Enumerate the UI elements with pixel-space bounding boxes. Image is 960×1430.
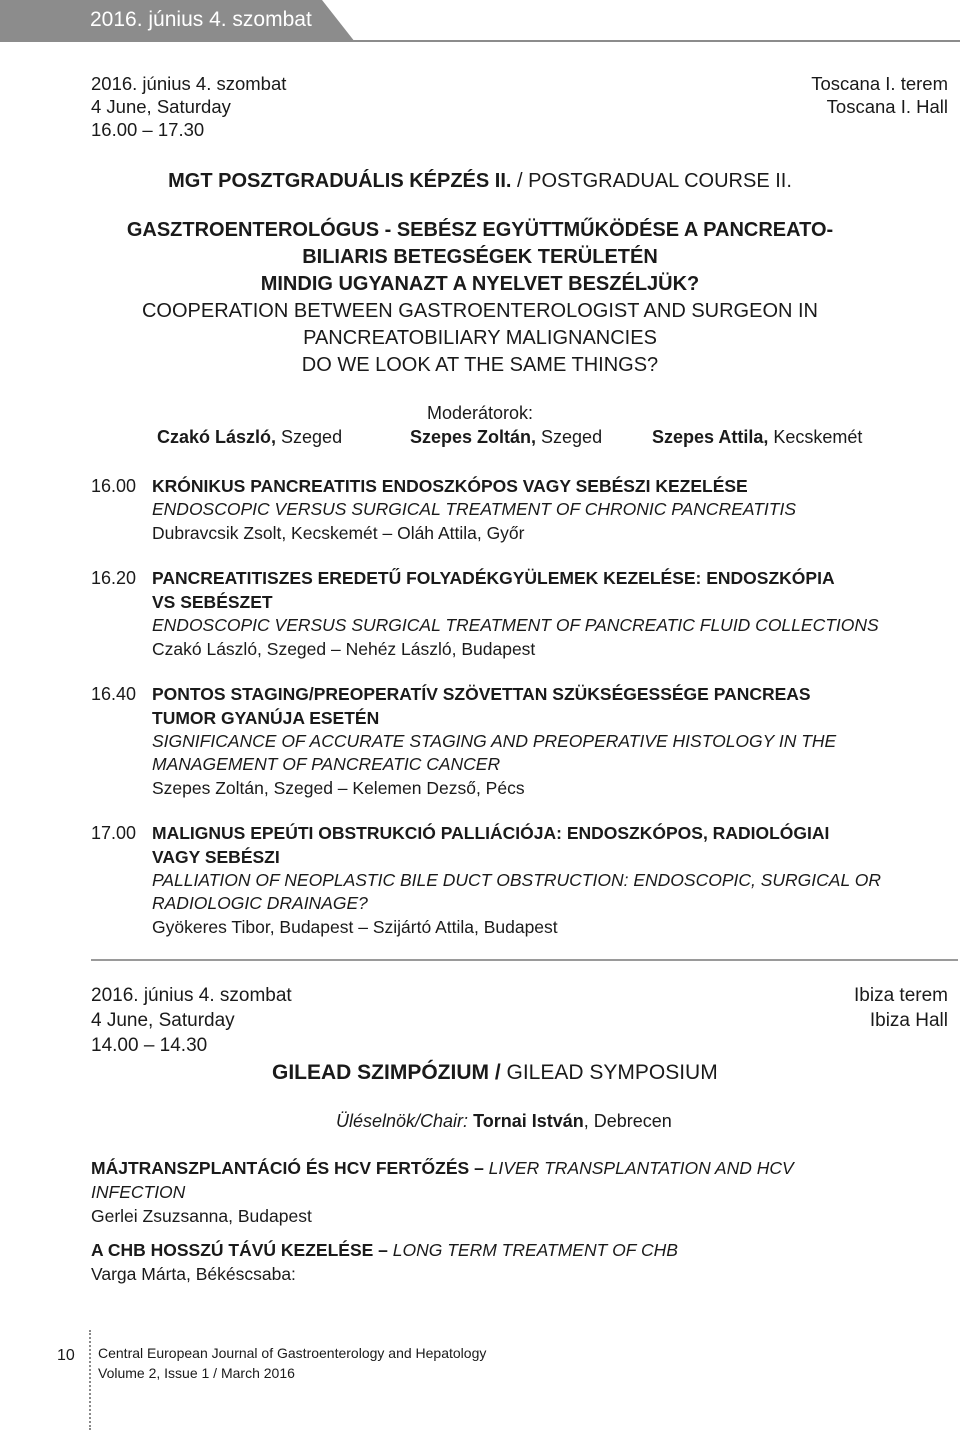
talk-title-en: ENDOSCOPIC VERSUS SURGICAL TREATMENT OF CHRONIC PANCREATITIS: [152, 499, 797, 519]
moderators-row: [0, 427, 960, 453]
talk-speakers: Dubravcsik Zsolt, Kecskemét – Oláh Attila, Győr: [152, 523, 525, 543]
header-rule: [0, 40, 960, 42]
talk-speakers: Szepes Zoltán, Szeged – Kelemen Dezső, Pécs: [152, 778, 525, 798]
chair-city: , Debrecen: [583, 1111, 672, 1131]
session2-date-hu: 2016. június 4. szombat: [91, 985, 292, 1006]
session2-title-en: GILEAD SYMPOSIUM: [500, 1061, 718, 1084]
moderator: [652, 427, 862, 448]
talk-title-en: MANAGEMENT OF PANCREATIC CANCER: [152, 754, 501, 774]
session1-date-hu: 2016. június 4. szombat: [91, 73, 287, 94]
talk-title-en: PALLIATION OF NEOPLASTIC BILE DUCT OBSTRUCTION: ENDOSCOPIC, SURGICAL OR: [152, 870, 881, 890]
session1-date-en: 4 June, Saturday: [91, 96, 231, 117]
talk-title-en: ENDOSCOPIC VERSUS SURGICAL TREATMENT OF PANCREATIC FLUID COLLECTIONS: [152, 615, 879, 635]
moderator-city: Szeged: [536, 427, 603, 447]
session1-title: [60, 217, 900, 379]
session1-title-en-line: PANCREATOBILIARY MALIGNANCIES: [303, 327, 657, 349]
symposium-talk-title-hu: MÁJTRANSZPLANTÁCIÓ ÉS HCV FERTŐZÉS –: [91, 1158, 484, 1178]
talk-title-en: RADIOLOGIC DRAINAGE?: [152, 893, 368, 913]
talk-speakers: Czakó László, Szeged – Nehéz László, Budapest: [152, 639, 536, 659]
session1-title-en-line: COOPERATION BETWEEN GASTROENTEROLOGIST AND SURGEON IN: [141, 300, 818, 322]
session1-room-hu: Toscana I. terem: [811, 73, 948, 94]
moderator: [410, 427, 602, 448]
session2-room-en: Ibiza Hall: [869, 1010, 948, 1031]
symposium-talk-title-en: INFECTION: [91, 1182, 186, 1202]
session2-date-en: 4 June, Saturday: [91, 1010, 235, 1031]
symposium-talk: [91, 1156, 957, 1228]
moderator-name: Szepes Zoltán,: [410, 427, 537, 447]
journal-issue: Volume 2, Issue 1 / March 2016: [98, 1365, 295, 1381]
moderator-name: Szepes Attila,: [652, 427, 769, 447]
session2-title: [272, 1059, 718, 1087]
talk-title-hu: TUMOR GYANÚJA ESETÉN: [152, 708, 380, 728]
talk-title-en: SIGNIFICANCE OF ACCURATE STAGING AND PREOPERATIVE HISTOLOGY IN THE: [152, 731, 837, 751]
session1-room-en: Toscana I. Hall: [826, 96, 948, 117]
talk-title-hu: VAGY SEBÉSZI: [152, 847, 280, 867]
chair-name: Tornai István: [468, 1111, 584, 1131]
symposium-talk-title-en: LONG TERM TREATMENT OF CHB: [387, 1240, 678, 1260]
talk-time: 17.00: [91, 823, 137, 843]
moderator-city: Szeged: [276, 427, 343, 447]
symposium-talk-speaker: Varga Márta, Békéscsaba:: [91, 1264, 296, 1284]
header-tab: [0, 0, 960, 42]
footer-divider: [89, 1330, 91, 1430]
session1-title-hu-line: BILIARIS BETEGSÉGEK TERÜLETÉN: [302, 246, 658, 268]
page-number: 10: [57, 1347, 75, 1364]
symposium-talk-speaker: Gerlei Zsuzsanna, Budapest: [91, 1206, 312, 1226]
session2-room-hu: Ibiza terem: [854, 985, 948, 1006]
moderators-label: Moderátorok:: [426, 403, 534, 423]
session2-time: 14.00 – 14.30: [91, 1035, 208, 1056]
talk-title-hu: PANCREATITISZES EREDETŰ FOLYADÉKGYÜLEMEK KEZELÉSE: ENDOSZKÓPIA: [152, 568, 835, 588]
course-title-hu: MGT POSZTGRADUÁLIS KÉPZÉS II.: [168, 170, 512, 192]
symposium-talk: [91, 1238, 957, 1286]
session1-title-hu-line: GASZTROENTEROLÓGUS - SEBÉSZ EGYÜTTMŰKÖDÉSE A PANCREATO-: [126, 219, 834, 241]
talk-title-hu: PONTOS STAGING/PREOPERATÍV SZÖVETTAN SZÜKSÉGESSÉGE PANCREAS: [152, 684, 811, 704]
course-title: [60, 168, 900, 195]
talk-speakers: Gyökeres Tibor, Budapest – Szijártó Attila, Budapest: [152, 917, 558, 937]
talk-time: 16.00: [91, 476, 137, 496]
moderator-city: Kecskemét: [768, 427, 863, 447]
talk-time: 16.40: [91, 684, 137, 704]
symposium-talk-title-en: LIVER TRANSPLANTATION AND HCV: [483, 1158, 794, 1178]
session1-title-en-line: DO WE LOOK AT THE SAME THINGS?: [301, 354, 659, 376]
journal-name: Central European Journal of Gastroenterology and Hepatology: [98, 1345, 487, 1361]
talk-title-hu: KRÓNIKUS PANCREATITIS ENDOSZKÓPOS VAGY SEBÉSZI KEZELÉSE: [152, 476, 748, 496]
session2-title-hu: GILEAD SZIMPÓZIUM /: [272, 1061, 501, 1084]
header-tab-label: 2016. június 4. szombat: [90, 8, 312, 31]
chair-label: Üléselnök/Chair:: [336, 1111, 469, 1131]
talk-title-hu: VS SEBÉSZET: [152, 592, 273, 612]
moderator: [157, 427, 342, 448]
section-divider: [91, 959, 958, 961]
course-title-en: / POSTGRADUAL COURSE II.: [511, 170, 792, 192]
session1-time: 16.00 – 17.30: [91, 119, 205, 140]
symposium-talk-title-hu: A CHB HOSSZÚ TÁVÚ KEZELÉSE –: [91, 1240, 388, 1260]
session1-title-hu-line: MINDIG UGYANAZT A NYELVET BESZÉLJÜK?: [260, 273, 700, 295]
talk-title-hu: MALIGNUS EPEÚTI OBSTRUKCIÓ PALLIÁCIÓJA: ENDOSZKÓPOS, RADIOLÓGIAI: [152, 823, 830, 843]
moderator-name: Czakó László,: [157, 427, 277, 447]
session2-chair: [336, 1109, 672, 1133]
talk-time: 16.20: [91, 568, 137, 588]
